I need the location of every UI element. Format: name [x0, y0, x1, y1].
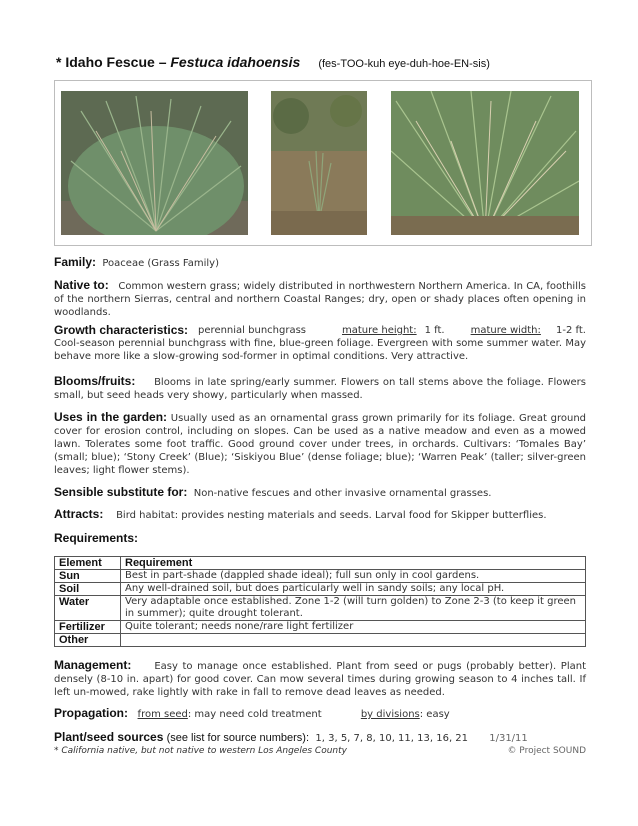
requirement-cell: Very adaptable once established. Zone 1-2 (will turn golden) to Zone 2-3 (to keep it green in summer); quite drought tolerant. [121, 596, 586, 621]
growth-label: Growth characteristics: [54, 323, 189, 337]
uses-section [54, 411, 586, 477]
element-cell: Soil [55, 583, 121, 596]
table-row [55, 596, 586, 621]
table-header-row [55, 557, 586, 570]
copyright: © Project SOUND [507, 746, 586, 756]
family-section [54, 256, 586, 270]
propagation-label: Propagation: [54, 706, 128, 720]
clump-photo [61, 91, 248, 235]
management-label: Management: [54, 658, 132, 672]
seed-label: from seed [137, 709, 188, 720]
element-cell: Other [55, 634, 121, 647]
requirement-cell: Any well-drained soil, but does particularly well in sandy soils; any local pH. [121, 583, 586, 596]
requirements-heading [54, 532, 586, 546]
attracts-label: Attracts: [54, 507, 104, 521]
table-row [55, 634, 586, 647]
family-label: Family: [54, 255, 97, 269]
element-cell: Water [55, 596, 121, 621]
propagation-section [54, 707, 586, 721]
growth-text: Cool-season perennial bunchgrass with fine, blue-green foliage. Evergreen with some summer water. May behave more like a slow-growing sod-former in optimal conditions. Very attractive. [54, 338, 586, 362]
table-row [55, 621, 586, 634]
pronunciation: (fes-TOO-kuh eye-duh-hoe-EN-sis) [318, 58, 490, 70]
header-requirement: Requirement [121, 557, 586, 570]
table-row [55, 570, 586, 583]
closeup-photo [391, 91, 579, 235]
substitute-text: Non-native fescues and other invasive ornamental grasses. [193, 488, 492, 499]
element-cell: Sun [55, 570, 121, 583]
hillside-photo [271, 91, 367, 235]
native-section [54, 279, 586, 319]
uses-label: Uses in the garden: [54, 410, 168, 424]
width-label: mature width: [470, 325, 541, 336]
scientific-name: Festuca idahoensis [170, 54, 301, 70]
growth-section [54, 324, 586, 363]
division-text: : easy [419, 709, 450, 720]
requirements-label: Requirements: [54, 531, 139, 545]
management-section [54, 659, 586, 699]
footer [54, 746, 586, 756]
blooms-section [54, 375, 586, 402]
sources-section [54, 731, 586, 745]
sources-label: Plant/seed sources [54, 730, 164, 744]
photo-strip [54, 80, 592, 246]
page-title [56, 54, 490, 70]
requirement-cell: Best in part-shade (dappled shade ideal); full sun only in cool gardens. [121, 570, 586, 583]
growth-habit: perennial bunchgrass [198, 325, 306, 336]
attracts-text: Bird habitat: provides nesting materials and seeds. Larval food for Skipper butterflies. [116, 510, 547, 521]
native-label: Native to: [54, 278, 109, 292]
blooms-label: Blooms/fruits: [54, 374, 136, 388]
attracts-section [54, 508, 586, 522]
native-text: Common western grass; widely distributed in northwestern Northern America. In CA, foothills of the northern Sierras, central and northern Coastal Ranges; dry, open or shady places often opening in woodlands. [54, 281, 586, 318]
substitute-label: Sensible substitute for: [54, 485, 188, 499]
requirements-table [54, 556, 586, 647]
table-row [55, 583, 586, 596]
height-value: 1 ft. [424, 325, 445, 336]
blooms-text: Blooms in late spring/early summer. Flowers on tall stems above the foliage. Flowers small, but seed heads very showy, particularly when massed. [54, 377, 586, 401]
sources-date: 1/31/11 [489, 733, 528, 744]
header-element: Element [55, 557, 121, 570]
division-label: by divisions [360, 709, 420, 720]
requirement-cell: Quite tolerant; needs none/rare light fertilizer [121, 621, 586, 634]
element-cell: Fertilizer [55, 621, 121, 634]
uses-text: Usually used as an ornamental grass grown primarily for its foliage. Great ground cover for erosion control, including on slopes. Can be used as a native meadow and even as a mowed lawn. Tolerates some foot traffic. Good ground cover under trees, in orchards. Cultivars: ‘Tomales Bay’ (small; blue); ‘Stony Creek’ (Blue); ‘Siskiyou Blue’ (dense foliage; blue); ‘Warren Peak’ (taller; silver-green leaves; light flower stems). [54, 413, 587, 476]
family-text: Poaceae (Grass Family) [102, 258, 219, 269]
substitute-section [54, 486, 586, 500]
width-value: 1-2 ft. [556, 325, 586, 336]
sources-note: (see list for source numbers): [166, 732, 310, 744]
common-name: * Idaho Fescue – [56, 54, 171, 70]
management-text: Easy to manage once established. Plant from seed or pugs (probably better). Plant densely (8-10 in. apart) for good cover. Can mow several times during growing season to 4 inches tall. If left un-mowed, rake lightly with rake in fall to remove dead leaves as needed. [54, 661, 586, 698]
height-label: mature height: [342, 325, 417, 336]
native-footnote: * California native, but not native to western Los Angeles County [54, 746, 347, 756]
sources-numbers: 1, 3, 5, 7, 8, 10, 11, 13, 16, 21 [315, 733, 469, 744]
seed-text: : may need cold treatment [187, 709, 322, 720]
growth-line [54, 324, 586, 337]
requirement-cell [121, 634, 586, 647]
